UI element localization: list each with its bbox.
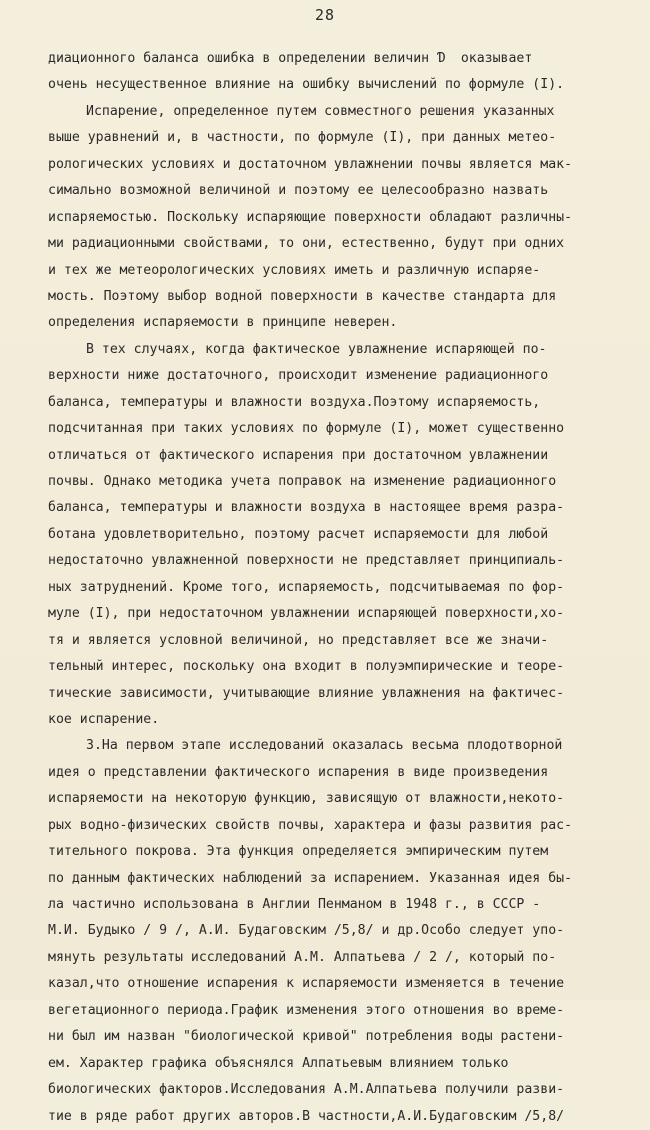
text-line: ни был им назван "биологической кривой" потребления воды растени- <box>48 1029 565 1045</box>
text-line: рых водно-физических свойств почвы, характера и фазы развития рас- <box>48 817 573 833</box>
text-line: симально возможной величиной и поэтому ее целесообразно назвать <box>48 183 549 199</box>
text-line: почвы. Однако методика учета поправок на изменение радиационного <box>48 474 557 489</box>
text-line: ем. Характер графика объяснялся Алпатьевым влиянием только <box>48 1055 509 1071</box>
text-line: ми радиационными свойствами, то они, естественно, будут при одних <box>48 236 565 252</box>
text-line: идея о представлении фактического испарения в виде произведения <box>48 764 549 780</box>
text-line: мость. Поэтому выбор водной поверхности в качестве стандарта для <box>48 288 557 304</box>
text-line: верхности ниже достаточного, происходит изменение радиационного <box>48 368 549 384</box>
text-line: баланса, температуры и влажности воздуха в настоящее время разра- <box>48 500 565 516</box>
text-line: Испарение, определенное путем совместного решения указанных <box>86 103 555 119</box>
text-line: казал,что отношение испарения к испаряемости изменяется в течение <box>48 976 565 992</box>
text-line: определения испаряемости в принципе неверен. <box>48 315 398 331</box>
text-line: ботана удовлетворительно, поэтому расчет испаряемости для любой <box>48 526 549 542</box>
text-line: недостаточно увлажненной поверхности не представляет принципиаль- <box>48 553 565 569</box>
text-line: рологических условиях и достаточном увлажнении почвы является мак- <box>48 156 573 172</box>
text-line: испаряемостью. Поскольку испаряющие поверхности обладают различны- <box>48 209 573 225</box>
body-text <box>48 46 608 1130</box>
text-line: тические зависимости, учитывающие влияние увлажнения на фактичес- <box>48 685 565 701</box>
text-line: кое испарение. <box>48 711 160 727</box>
text-line: ных затруднений. Кроме того, испаряемость, подсчитываемая по фор- <box>48 579 565 595</box>
text-line: и тех же метеорологических условиях иметь и различную испаряе- <box>48 262 541 278</box>
text-line: тительного покрова. Эта функция определяется эмпирическим путем <box>48 844 549 860</box>
text-line: испаряемости на некоторую функцию, зависящую от влажности,некото- <box>48 791 565 807</box>
text-line: отличаться от фактического испарения при достаточном увлажнении <box>48 447 549 463</box>
text-line: подсчитанная при таких условиях по формуле (I), может существенно <box>48 421 565 437</box>
text-line: В тех случаях, когда фактическое увлажнение испаряющей по- <box>86 341 547 357</box>
text-line: диационного баланса ошибка в определении величин Ɗ оказывает <box>48 51 533 66</box>
text-line: мянуть результаты исследований А.М. Алпатьева / 2 /, который по- <box>48 949 557 965</box>
text-line: муле (I), при недостаточном увлажнении испаряющей поверхности,хо- <box>48 606 565 622</box>
text-line: биологических факторов.Исследования А.М.Алпатьева получили разви- <box>48 1082 565 1098</box>
text-line: ла частично использована в Англии Пенманом в 1948 г., в СССР - <box>48 897 541 912</box>
text-line: баланса, температуры и влажности воздуха.Поэтому испаряемость, <box>48 394 541 410</box>
text-line: тя и является условной величиной, но представляет все же значи- <box>48 632 549 648</box>
text-line: вегетационного периода.График изменения этого отношения во време- <box>48 1002 565 1018</box>
text-line: М.И. Будыко / 9 /, А.И. Будаговским /5,8/ и др.Особо следует упо- <box>48 923 565 939</box>
text-line: выше уравнений и, в частности, по формуле (I), при данных метео- <box>48 130 557 146</box>
text-line: тельный интерес, поскольку она входит в полуэмпирические и теоре- <box>48 659 565 675</box>
text-line: очень несущественное влияние на ошибку вычислений по формуле (I). <box>48 77 565 93</box>
text-line: тие в ряде работ других авторов.В частности,А.И.Будаговским /5,8/ <box>48 1108 565 1124</box>
text-line: по данным фактических наблюдений за испарением. Указанная идея бы- <box>48 870 573 886</box>
page-number: 28 <box>314 6 336 24</box>
text-line: 3.На первом этапе исследований оказалась весьма плодотворной <box>86 738 563 754</box>
